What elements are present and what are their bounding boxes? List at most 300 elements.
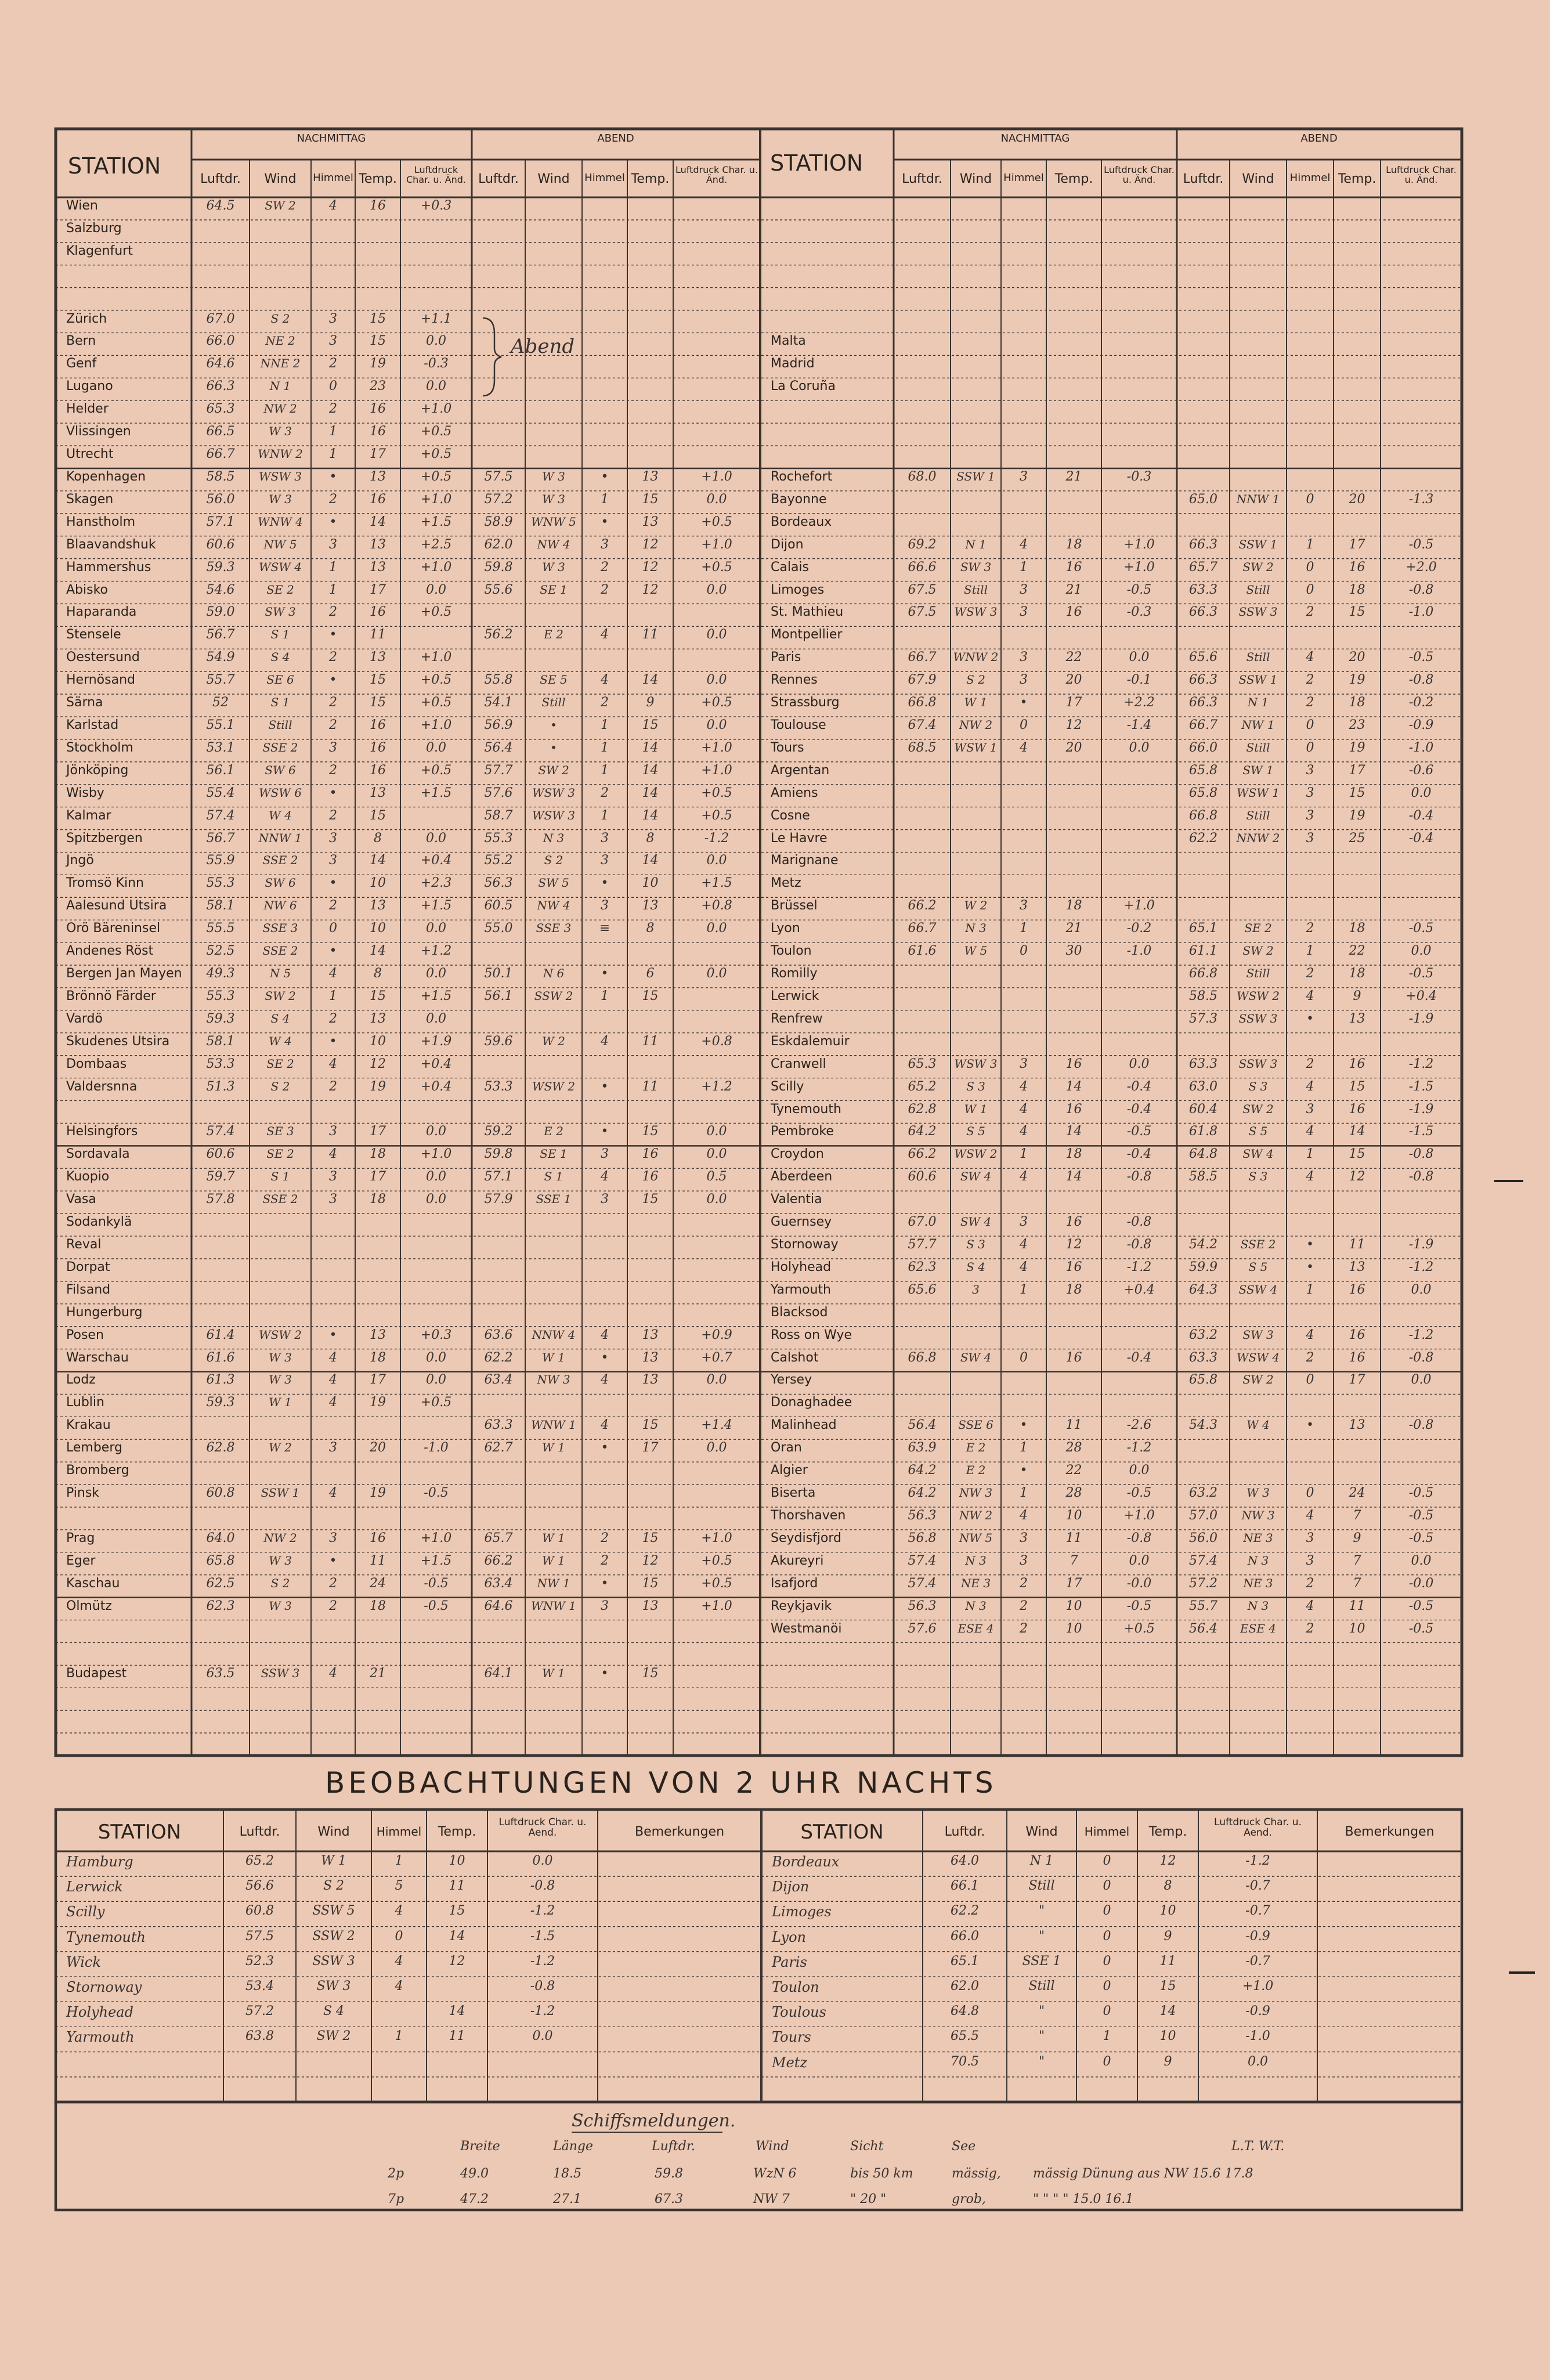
nachmittag-value: 0 (1020, 1350, 1028, 1365)
abend-value: • (601, 514, 609, 529)
abend-value: 57.1 (484, 1169, 513, 1184)
nachmittag-value: 2 (1020, 1598, 1028, 1613)
night-value: 14 (449, 1928, 465, 1944)
abend-value: • (601, 966, 609, 981)
ship-wind: WzN 6 (753, 2166, 797, 2181)
abend-value: 2 (601, 695, 609, 710)
nachmittag-value: 4 (329, 1350, 337, 1365)
abend-value: 57.9 (484, 1192, 513, 1207)
abend-value: 63.3 (484, 1418, 513, 1433)
abend-value: NW 4 (537, 898, 570, 913)
column-header: Luftdruck Char. u. Änd. (1386, 164, 1457, 185)
nachmittag-value: Still (268, 718, 292, 732)
abend-value: NE 3 (1243, 1530, 1273, 1545)
nachmittag-value: 7 (1070, 1553, 1078, 1568)
nachmittag-value: 53.3 (206, 1056, 235, 1071)
abend-value: 13 (642, 469, 659, 484)
nachmittag-value: SSE 6 (958, 1418, 993, 1432)
nachmittag-value: 55.3 (206, 988, 235, 1003)
abend-value: 59.6 (484, 1034, 513, 1049)
nachmittag-value: 56.1 (206, 763, 235, 778)
station-name: Spitzbergen (66, 830, 143, 846)
nachmittag-value: +1.0 (1123, 1508, 1155, 1523)
night-value: -0.7 (1245, 1879, 1270, 1894)
abend-value: +0.8 (701, 898, 732, 913)
abend-value: +1.0 (701, 763, 732, 778)
nachmittag-value: • (329, 785, 337, 800)
abend-value: +1.0 (701, 1530, 732, 1545)
abend-value: 0 (1306, 718, 1314, 732)
abend-value: SE 2 (1244, 921, 1272, 936)
column-header: Himmel (584, 172, 625, 184)
station-name: Lublin (66, 1395, 104, 1410)
abend-value: • (550, 718, 557, 732)
nachmittag-value: +0.4 (420, 1056, 452, 1071)
night-value: Still (1028, 1879, 1055, 1894)
abend-value: 54.3 (1189, 1418, 1217, 1433)
station-name: Dijon (772, 1879, 810, 1895)
nachmittag-value: +0.4 (420, 1079, 452, 1094)
nachmittag-value: 10 (1065, 1621, 1082, 1636)
abend-value: +0.9 (701, 1327, 732, 1342)
abend-value: WNW 1 (531, 1598, 576, 1613)
abend-value: Still (1246, 808, 1270, 822)
night-value: 11 (449, 1879, 465, 1894)
nachmittag-value: +1.5 (420, 898, 452, 913)
abend-value: ≡ (599, 921, 610, 936)
group-nachmittag: NACHMITTAG (1000, 132, 1070, 145)
column-header: Himmel (313, 172, 353, 184)
nachmittag-value: Still (964, 582, 988, 597)
station-name: Lerwick (771, 988, 819, 1003)
station-name: Yersey (771, 1373, 812, 1388)
nachmittag-value: -1.2 (1126, 1259, 1152, 1274)
abend-value: 0.0 (706, 673, 727, 688)
nachmittag-value: NW 5 (263, 537, 297, 551)
station-name: Stockholm (66, 740, 133, 755)
nachmittag-value: 13 (370, 559, 386, 575)
night-value: " (1038, 2054, 1045, 2069)
abend-value: WSW 1 (1237, 785, 1280, 800)
abend-value: SE 5 (540, 673, 568, 687)
abend-value: 13 (1349, 1011, 1365, 1026)
abend-value: 57.3 (1189, 1011, 1217, 1026)
nachmittag-value: 19 (370, 1079, 386, 1094)
night-value: SW 2 (316, 2029, 351, 2044)
abend-value: 15 (642, 1192, 659, 1207)
nachmittag-value: -0.3 (424, 356, 449, 371)
nachmittag-value: 15 (370, 988, 386, 1003)
nachmittag-value: +1.0 (1123, 559, 1155, 575)
nachmittag-value: 2 (329, 763, 337, 778)
night-value: N 1 (1029, 1854, 1054, 1868)
nachmittag-value: 0.0 (426, 966, 446, 981)
station-name: Sodankylä (66, 1215, 132, 1230)
column-header: Luftdruck Char. u. Änd. (1104, 164, 1175, 185)
station-name: Bergen Jan Mayen (66, 966, 182, 981)
night-value: -0.7 (1245, 1953, 1270, 1969)
night-value: 53.4 (245, 1979, 274, 1993)
station-name: Westmanöi (771, 1621, 842, 1636)
abend-value: SE 1 (540, 582, 568, 597)
station-name: Malta (771, 334, 806, 349)
abend-value: -0.5 (1408, 1508, 1434, 1523)
abend-value: 61.8 (1189, 1124, 1217, 1139)
nachmittag-value: 16 (1065, 1056, 1082, 1071)
nachmittag-value: • (329, 1553, 337, 1568)
nachmittag-value: WSW 3 (954, 605, 998, 619)
nachmittag-value: 66.2 (908, 898, 937, 913)
nachmittag-value: 15 (370, 311, 386, 326)
nachmittag-value: 59.3 (206, 1011, 235, 1026)
nachmittag-value: 1 (1020, 1486, 1028, 1501)
nachmittag-value: -0.5 (424, 1576, 449, 1591)
night-value: +1.0 (1242, 1979, 1274, 1993)
abend-value: 0.0 (1411, 1553, 1432, 1568)
station-name: Reykjavik (771, 1598, 832, 1613)
nachmittag-value: 2 (329, 1598, 337, 1613)
nachmittag-value: -0.0 (1126, 1576, 1152, 1591)
abend-value: 9 (1353, 1530, 1361, 1545)
abend-value: 65.6 (1189, 650, 1217, 665)
nachmittag-value: 4 (329, 1373, 337, 1388)
nachmittag-value: 16 (370, 740, 386, 755)
nachmittag-value: 19 (370, 356, 386, 371)
night-value: " (1038, 2004, 1045, 2019)
abend-value: SSE 3 (536, 921, 572, 936)
nachmittag-value: -0.4 (1126, 1101, 1152, 1117)
nachmittag-value: • (329, 514, 337, 529)
abend-value: 13 (642, 898, 659, 913)
nachmittag-value: WSW 1 (954, 740, 998, 754)
station-name: Vardö (66, 1011, 103, 1026)
nachmittag-value: 13 (370, 898, 386, 913)
abend-value: -1.0 (1408, 740, 1434, 755)
abend-value: 19 (1349, 673, 1365, 688)
abend-value: 65.1 (1189, 921, 1217, 936)
abend-value: 14 (642, 673, 659, 688)
nachmittag-value: S 2 (270, 1576, 290, 1590)
nachmittag-value: 63.5 (206, 1666, 235, 1681)
nachmittag-value: -1.2 (1126, 1440, 1152, 1456)
abend-value: 62.2 (1189, 830, 1217, 846)
nachmittag-value: 18 (370, 1147, 386, 1162)
abend-value: WSW 3 (532, 785, 575, 800)
nachmittag-value: 18 (1065, 898, 1082, 913)
nachmittag-value: S 3 (966, 1079, 985, 1093)
nachmittag-value: 2 (329, 402, 337, 417)
nachmittag-value: 3 (972, 1282, 980, 1296)
abend-value: 55.6 (484, 582, 513, 597)
nachmittag-value: 66.3 (206, 379, 235, 394)
nachmittag-value: 2 (329, 695, 337, 710)
nachmittag-value: • (1020, 1463, 1028, 1478)
ship-column-header: See (952, 2139, 976, 2154)
nachmittag-value: 62.8 (206, 1440, 235, 1456)
nachmittag-value: SW 3 (265, 605, 296, 619)
edge-mark (1494, 1180, 1523, 1182)
abend-value: -1.2 (1408, 1327, 1434, 1342)
nachmittag-value: 59.0 (206, 605, 235, 620)
abend-value: 57.0 (1189, 1508, 1217, 1523)
column-header: Temp. (1148, 1825, 1187, 1839)
abend-value: Still (541, 695, 566, 710)
nachmittag-value: 66.7 (908, 650, 937, 665)
ship-column-header: Sicht (850, 2139, 884, 2154)
nachmittag-value: 65.2 (908, 1079, 937, 1094)
nachmittag-value: • (1020, 695, 1028, 710)
column-header: Luftdr. (902, 172, 942, 186)
abend-value: 14 (642, 740, 659, 755)
nachmittag-value: 12 (370, 1056, 386, 1071)
nachmittag-value: 4 (329, 966, 337, 981)
night-value: 62.2 (951, 1904, 979, 1919)
column-header: Temp. (1338, 172, 1376, 186)
nachmittag-value: 3 (1020, 898, 1028, 913)
abend-value: 56.2 (484, 627, 513, 642)
abend-value: +0.5 (701, 559, 732, 575)
station-name: Bayonne (771, 492, 827, 507)
nachmittag-value: W 4 (269, 1034, 292, 1048)
abend-value: 1 (601, 492, 609, 507)
nachmittag-value: N 3 (965, 1553, 987, 1568)
night-value: W 1 (321, 1854, 346, 1868)
station-name: Dijon (771, 537, 804, 552)
abend-value: +2.0 (1406, 559, 1437, 575)
station-name: Calais (771, 559, 810, 575)
nachmittag-value: 67.9 (908, 673, 937, 688)
nachmittag-value: 28 (1065, 1486, 1082, 1501)
nachmittag-value: 66.6 (908, 559, 937, 575)
nachmittag-value: 3 (329, 1530, 337, 1545)
nachmittag-value: 11 (1065, 1418, 1082, 1433)
column-header: Bemerkungen (1345, 1825, 1435, 1839)
abend-value: 63.4 (484, 1576, 513, 1591)
ship-remark: mässig Dünung aus NW 15.6 17.8 (1033, 2166, 1253, 2181)
abend-value: E 2 (544, 1124, 563, 1139)
abend-value: 3 (601, 1598, 609, 1613)
nachmittag-value: SSW 3 (261, 1666, 300, 1681)
abend-value: 15 (1349, 1147, 1365, 1162)
nachmittag-value: +0.4 (420, 853, 452, 868)
abend-value: SW 5 (538, 876, 569, 890)
nachmittag-value: 14 (1065, 1079, 1082, 1094)
abend-value: • (601, 876, 609, 891)
nachmittag-value: SW 3 (960, 559, 992, 574)
abend-value: 56.9 (484, 718, 513, 732)
abend-value: 59.8 (484, 1147, 513, 1162)
nachmittag-value: W 3 (269, 1373, 292, 1387)
abend-value: 53.3 (484, 1079, 513, 1094)
nachmittag-value: NE 3 (960, 1576, 991, 1590)
station-name: Krakau (66, 1418, 111, 1433)
station-name: Salzburg (66, 221, 122, 236)
abend-value: 13 (642, 1598, 659, 1613)
abend-value: +0.7 (701, 1350, 732, 1365)
station-name: Brüssel (771, 898, 818, 913)
night-value: 4 (395, 1904, 403, 1919)
ship-sicht: " 20 " (850, 2192, 887, 2206)
nachmittag-value: -0.8 (1126, 1169, 1152, 1184)
abend-value: • (601, 1440, 609, 1456)
nachmittag-value: 17 (370, 1169, 386, 1184)
nachmittag-value: 4 (1020, 740, 1028, 755)
column-header: Luftdruck Char. u. Aend. (1214, 1816, 1302, 1839)
abend-value: 63.2 (1189, 1486, 1217, 1501)
abend-value: 62.2 (484, 1350, 513, 1365)
abend-value: 4 (1306, 988, 1314, 1003)
nachmittag-value: W 2 (269, 1440, 292, 1455)
night-value: 0 (1103, 1979, 1111, 1993)
nachmittag-value: +1.0 (1123, 537, 1155, 552)
station-name: Algier (771, 1463, 808, 1478)
abend-value: +0.5 (701, 695, 732, 710)
abend-value: SE 1 (540, 1147, 568, 1161)
nachmittag-value: SW 6 (265, 763, 296, 777)
abend-value: 0.0 (706, 966, 727, 981)
nachmittag-value: 17 (370, 447, 386, 462)
night-value: 57.2 (245, 2004, 274, 2019)
nachmittag-value: 2 (329, 1079, 337, 1094)
nachmittag-value: 16 (370, 402, 386, 417)
abend-value: 3 (1306, 1530, 1314, 1545)
abend-value: 3 (1306, 1101, 1314, 1117)
abend-value: 16 (1349, 1056, 1365, 1071)
nachmittag-value: 65.8 (206, 1553, 235, 1568)
night-value: -1.2 (1245, 1854, 1270, 1868)
abend-value: 4 (601, 1418, 609, 1433)
night-value: 0 (1103, 1904, 1111, 1919)
nachmittag-value: ESE 4 (958, 1621, 994, 1635)
abend-value: 57.7 (484, 763, 513, 778)
nachmittag-value: 23 (370, 379, 386, 394)
station-name: Kuopio (66, 1169, 110, 1184)
abend-value: 11 (642, 1034, 659, 1049)
nachmittag-value: 21 (1065, 921, 1082, 936)
abend-value: 4 (1306, 650, 1314, 665)
abend-value: 16 (1349, 1327, 1365, 1342)
nachmittag-value: +2.5 (420, 537, 452, 552)
abend-value: 58.5 (1189, 988, 1217, 1003)
night-value: 57.5 (245, 1928, 274, 1944)
nachmittag-value: 0.0 (426, 1192, 446, 1207)
abend-value: 15 (642, 988, 659, 1003)
nachmittag-value: WSW 3 (259, 469, 302, 483)
night-value: 70.5 (951, 2054, 979, 2069)
nachmittag-value: 3 (1020, 582, 1028, 597)
nachmittag-value: +1.2 (420, 944, 452, 959)
abend-value: NW 1 (537, 1576, 570, 1590)
abend-value: 15 (642, 1418, 659, 1433)
night-value: 15 (1159, 1979, 1176, 1993)
nachmittag-value: W 1 (964, 695, 988, 710)
abend-value: 20 (1349, 492, 1365, 507)
station-name: Toulon (772, 1979, 819, 1995)
nachmittag-value: 4 (1020, 1124, 1028, 1139)
column-header: Luftdr. (944, 1825, 985, 1839)
abend-value: 0.0 (706, 718, 727, 732)
nachmittag-value: 66.8 (908, 695, 937, 710)
abend-value: 65.8 (1189, 763, 1217, 778)
column-header: Wind (537, 172, 570, 186)
night-value: 10 (1159, 1904, 1176, 1919)
nachmittag-value: 55.4 (206, 785, 235, 800)
abend-value: N 6 (543, 966, 565, 981)
nachmittag-value: 4 (1020, 1237, 1028, 1252)
station-name: Amiens (771, 785, 818, 800)
abend-value: 14 (1349, 1124, 1365, 1139)
column-header: Wind (959, 172, 992, 186)
nachmittag-value: 2 (329, 1011, 337, 1026)
abend-value: 2 (1306, 1350, 1314, 1365)
nachmittag-value: WSW 4 (259, 559, 302, 574)
abend-value: 4 (1306, 1327, 1314, 1342)
nachmittag-value: 61.6 (206, 1350, 235, 1365)
abend-value: 17 (642, 1440, 659, 1456)
station-name: Utrecht (66, 447, 114, 462)
abend-value: 57.5 (484, 469, 513, 484)
nachmittag-value: 2 (1020, 1621, 1028, 1636)
abend-value: -1.9 (1408, 1011, 1434, 1026)
nachmittag-value: -1.0 (1126, 944, 1152, 959)
edge-mark (1509, 1971, 1535, 1974)
station-name: Paris (771, 650, 801, 665)
abend-value: NW 4 (537, 537, 570, 551)
station-name: Lerwick (66, 1879, 123, 1895)
abend-value: -0.2 (1408, 695, 1434, 710)
abend-value: 59.9 (1189, 1259, 1217, 1274)
nachmittag-value: 3 (329, 334, 337, 349)
station-name: Tynemouth (66, 1928, 146, 1945)
nachmittag-value: 0.0 (1129, 1463, 1150, 1478)
abend-value: 62.0 (484, 537, 513, 552)
nachmittag-value: -0.4 (1126, 1147, 1152, 1162)
night-value: -1.2 (530, 1953, 555, 1969)
nachmittag-value: 4 (1020, 1508, 1028, 1523)
nachmittag-value: 68.5 (908, 740, 937, 755)
station-name: Croydon (771, 1147, 824, 1162)
nachmittag-value: N 1 (269, 379, 291, 393)
nachmittag-value: 16 (370, 424, 386, 439)
abend-value: 19 (1349, 740, 1365, 755)
abend-value: 16 (1349, 559, 1365, 575)
station-name: Helder (66, 402, 109, 417)
station-name: Olmütz (66, 1598, 112, 1613)
station-name: Toulon (771, 944, 812, 959)
nachmittag-value: SE 2 (266, 582, 294, 597)
abend-value: 15 (642, 718, 659, 732)
abend-value: N 1 (1247, 695, 1269, 710)
ship-sicht: bis 50 km (850, 2166, 913, 2181)
abend-value: SW 2 (1242, 559, 1274, 574)
abend-value: 18 (1349, 695, 1365, 710)
abend-value: 64.3 (1189, 1282, 1217, 1297)
nachmittag-value: 16 (370, 718, 386, 732)
abend-value: 0 (1306, 559, 1314, 575)
station-name: Andenes Röst (66, 944, 154, 959)
nachmittag-value: • (329, 944, 337, 959)
nachmittag-value: 19 (370, 1486, 386, 1501)
abend-value: 2 (601, 1530, 609, 1545)
abend-value: -0.4 (1408, 830, 1434, 846)
nachmittag-value: NW 2 (263, 402, 297, 416)
abend-value: +0.8 (701, 1034, 732, 1049)
nachmittag-value: NW 2 (263, 1530, 297, 1545)
abend-value: 18 (1349, 582, 1365, 597)
abend-value: N 3 (1247, 1553, 1269, 1568)
column-header: STATION (97, 1821, 182, 1844)
abend-value: SW 3 (1242, 1327, 1274, 1342)
